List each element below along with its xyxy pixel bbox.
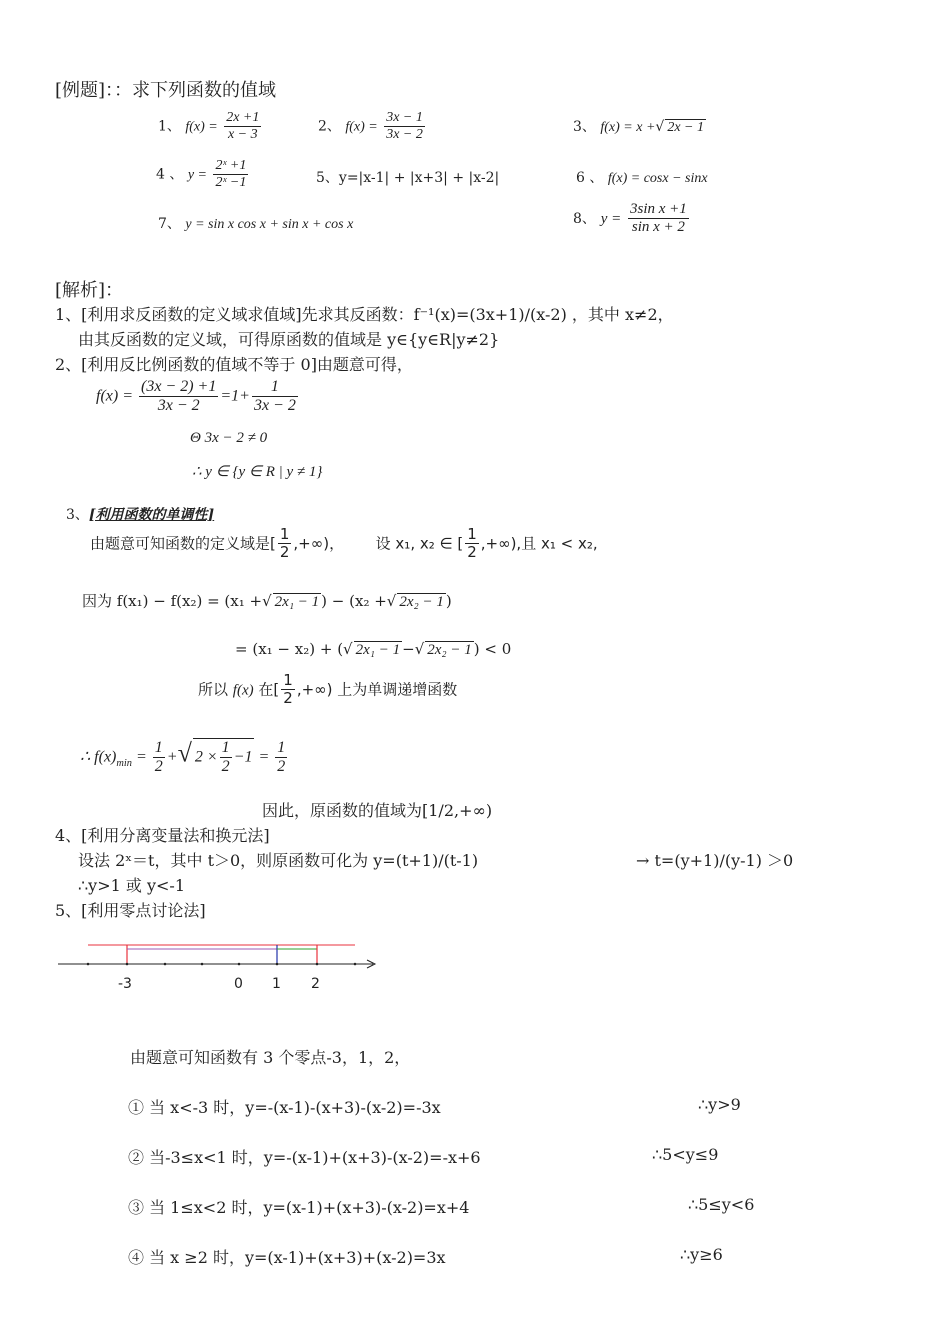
- section-3-eq2-line: [235, 640, 511, 659]
- axis-label-1: 1: [272, 976, 281, 992]
- half-den: 2: [467, 543, 477, 562]
- case-2-text: ② 当-3≤x<1 时，y=-(x-1)+(x+3)-(x-2)=-x+6: [128, 1148, 481, 1167]
- section-3-min-eq: =: [135, 748, 147, 766]
- section-3-domain-pre: 由题意可知函数的定义域是[: [90, 534, 276, 553]
- section-2-because: Θ 3x − 2 ≠ 0: [190, 430, 268, 446]
- sqrt-icon: √: [262, 592, 272, 610]
- axis-label-minus3: -3: [118, 976, 132, 992]
- problem-8-fraction: [628, 201, 689, 237]
- section-3-set-pre: 设 x₁, x₂ ∈ [: [375, 534, 464, 553]
- axis-tick: [238, 963, 241, 966]
- section-3-min-half-1: [153, 739, 165, 777]
- section-2-eq-mid: =1+: [220, 387, 250, 405]
- section-3-label: 3、: [66, 507, 89, 523]
- section-5-line-1: 5、[利用零点讨论法]: [55, 901, 206, 920]
- problem-5: 5、y=|x-1| + |x+3| + |x-2|: [316, 170, 500, 186]
- case-4-result: ∴y≥6: [680, 1245, 723, 1264]
- section-3-min-sub: min: [116, 757, 132, 769]
- section-3-half-2: [465, 526, 479, 562]
- axis-label-0: 0: [234, 976, 243, 992]
- case-2-result: ∴5<y≤9: [652, 1145, 719, 1164]
- problem-3-label: 3、: [573, 119, 596, 135]
- section-1-line-2: 由其反函数的定义域，可得原函数的值域是 y∈{y∈R|y≠2}: [78, 330, 500, 349]
- section-5-zeros: 由题意可知函数有 3 个零点-3，1，2，: [130, 1048, 411, 1067]
- problem-2: [318, 110, 427, 143]
- half-den: 2: [279, 543, 290, 562]
- case-3-text: ③ 当 1≤x<2 时，y=(x-1)+(x+3)-(x-2)=x+4: [128, 1198, 470, 1217]
- sqrt-icon: √: [343, 640, 353, 658]
- case-1-text: ① 当 x<-3 时，y=-(x-1)-(x+3)-(x-2)=-3x: [128, 1098, 441, 1117]
- problem-8: [573, 201, 691, 237]
- section-3-min-half-2: [220, 739, 232, 777]
- case-3-result: ∴5≤y<6: [688, 1195, 755, 1214]
- problem-4-label: 4 、: [156, 166, 184, 183]
- problem-6-label: 6 、: [576, 170, 604, 186]
- section-3-domain-line: [90, 526, 598, 562]
- section-3-eq2-rad-1: 2x₁ − 1: [355, 642, 401, 658]
- section-3-min-rad-post: −1: [233, 748, 253, 766]
- half-den: 2: [283, 689, 293, 708]
- section-3-half-3: [281, 672, 295, 708]
- problem-7: [158, 213, 353, 233]
- problem-4-fraction: [213, 158, 248, 191]
- section-3-monotonic-line: [198, 672, 457, 708]
- problem-3-radicand: 2x − 1: [667, 120, 705, 135]
- section-3-set-post: ,+∞),且 x₁ < x₂,: [480, 534, 598, 553]
- section-3-eq2-rad-2: 2x₂ − 1: [427, 642, 472, 658]
- section-4-line-3: ∴y>1 或 y<-1: [78, 876, 186, 895]
- section-2-equation: [96, 378, 300, 416]
- problem-2-numerator: 3x − 1: [384, 110, 425, 127]
- analysis-heading: [解析]：: [55, 280, 124, 301]
- section-4-line-2a: 设法 2ˣ＝t，其中 t＞0，则原函数可化为 y=(t+1)/(t-1): [78, 851, 479, 870]
- sqrt-icon: √: [414, 640, 425, 658]
- section-2-frac-1-den: 3x − 2: [157, 397, 200, 415]
- section-3-min-radicand: [193, 738, 255, 777]
- half-den: 2: [221, 758, 230, 776]
- problem-8-numerator: 3sin x +1: [628, 201, 689, 219]
- axis-tick: [164, 963, 167, 966]
- problem-7-expr: y = sin x cos x + sin x + cos x: [185, 217, 354, 232]
- section-2-frac-2: [252, 378, 298, 416]
- half-den: 2: [277, 758, 286, 776]
- problem-4-numerator: 2ˣ +1: [213, 158, 248, 175]
- section-3-conclusion: 因此，原函数的值域为[1/2,+∞): [262, 801, 493, 820]
- section-2-frac-2-den: 3x − 2: [253, 397, 296, 415]
- section-3-because-post: ): [445, 592, 452, 610]
- problem-6-expr: f(x) = cosx − sinx: [607, 171, 708, 186]
- section-3-because-pre: 因为 f(x₁) − f(x₂) = (x₁ +: [82, 592, 263, 610]
- problem-4-denominator: 2ˣ −1: [215, 175, 247, 191]
- section-2-frac-1-num: (3x − 2) +1: [139, 378, 218, 397]
- problem-8-lhs: y =: [600, 210, 622, 227]
- problem-7-label: 7、: [158, 216, 181, 232]
- sqrt-icon: √: [655, 119, 665, 135]
- axis-tick: [87, 963, 90, 966]
- number-line-diagram: [55, 935, 385, 997]
- section-2-frac-2-num: 1: [252, 378, 298, 397]
- section-3-min-pre: ∴ f(x): [80, 748, 117, 766]
- section-3-title: [66, 504, 214, 524]
- section-3-mono-f: f(x): [232, 682, 254, 699]
- problem-6: [576, 167, 708, 187]
- section-3-min-res: =: [258, 748, 270, 766]
- problem-4: [156, 158, 250, 191]
- section-3-half-1: [278, 526, 292, 562]
- problem-1-fraction: [224, 110, 261, 143]
- half-num: 1: [275, 739, 287, 758]
- problem-3-lhs: f(x) = x +: [600, 120, 656, 135]
- page-heading: [例题]：：求下列函数的值域: [55, 80, 277, 101]
- section-2-eq-lhs: f(x) =: [96, 387, 133, 405]
- problem-4-lhs: y =: [187, 167, 207, 183]
- problem-1-label: 1、: [158, 118, 181, 135]
- problem-8-label: 8、: [573, 210, 596, 227]
- section-2-therefore: ∴ y ∈ {y ∈ R | y ≠ 1}: [192, 464, 323, 480]
- section-1-line-1: 1、[利用求反函数的定义域求值域]先求其反函数：f⁻¹(x)=(3x+1)/(x-2) ，其中 x≠2，: [55, 305, 674, 324]
- half-den: 2: [154, 758, 163, 776]
- problem-2-label: 2、: [318, 118, 341, 135]
- half-num: 1: [467, 525, 477, 543]
- section-3-eq2-mid: −: [402, 640, 415, 658]
- section-3-eq2-pre: = (x₁ − x₂) + (: [235, 640, 344, 658]
- problem-1-denominator: x − 3: [227, 127, 258, 143]
- section-3-min-half-3: [275, 739, 287, 777]
- case-1-result: ∴y>9: [698, 1095, 741, 1114]
- problem-1: [158, 110, 263, 143]
- problem-2-lhs: f(x) =: [345, 119, 378, 135]
- problem-2-fraction: [384, 110, 425, 143]
- axis-tick: [126, 963, 129, 966]
- problem-1-numerator: 2x +1: [224, 110, 261, 127]
- half-num: 1: [283, 671, 293, 689]
- axis-label-2: 2: [311, 976, 320, 992]
- problem-8-denominator: sin x + 2: [631, 219, 685, 236]
- problem-1-lhs: f(x) =: [185, 119, 218, 135]
- half-num: 1: [220, 739, 232, 758]
- section-3-domain-post: ,+∞)，: [293, 534, 345, 553]
- problem-3: [573, 116, 706, 136]
- section-4-line-1: 4、[利用分离变量法和换元法]: [55, 826, 270, 845]
- half-num: 1: [153, 739, 165, 758]
- section-3-because-mid: ) − (x₂ +: [321, 592, 387, 610]
- section-3-min-plus: +: [166, 748, 178, 766]
- problem-2-denominator: 3x − 2: [386, 127, 423, 143]
- section-3-method: [利用函数的单调性]: [88, 507, 215, 523]
- section-3-mono-mid: 在[: [258, 680, 280, 699]
- axis-tick: [354, 963, 357, 966]
- section-3-mono-post: ,+∞) 上为单调递增函数: [296, 680, 458, 699]
- section-3-rad-1: 2x₁ − 1: [274, 594, 320, 610]
- axis-tick: [316, 963, 319, 966]
- section-3-rad-2: 2x₂ − 1: [399, 594, 444, 610]
- axis-tick: [201, 963, 204, 966]
- case-4-text: ④ 当 x ≥2 时，y=(x-1)+(x+3)+(x-2)=3x: [128, 1248, 446, 1267]
- section-2-frac-1: [139, 378, 218, 416]
- section-3-mono-pre: 所以: [198, 680, 229, 699]
- section-3-eq2-post: ) < 0: [473, 640, 512, 658]
- half-num: 1: [279, 525, 290, 543]
- section-4-line-2b: → t=(y+1)/(y-1) ＞0: [636, 851, 794, 870]
- axis-tick: [276, 963, 279, 966]
- section-3-min-line: [80, 738, 289, 777]
- sqrt-icon: √: [177, 738, 192, 768]
- sqrt-icon: √: [386, 592, 397, 610]
- section-3-min-rad-pre: 2 ×: [194, 748, 218, 766]
- section-3-because-line: [82, 590, 452, 611]
- section-2-line-1: 2、[利用反比例函数的值域不等于 0]由题意可得，: [55, 355, 413, 374]
